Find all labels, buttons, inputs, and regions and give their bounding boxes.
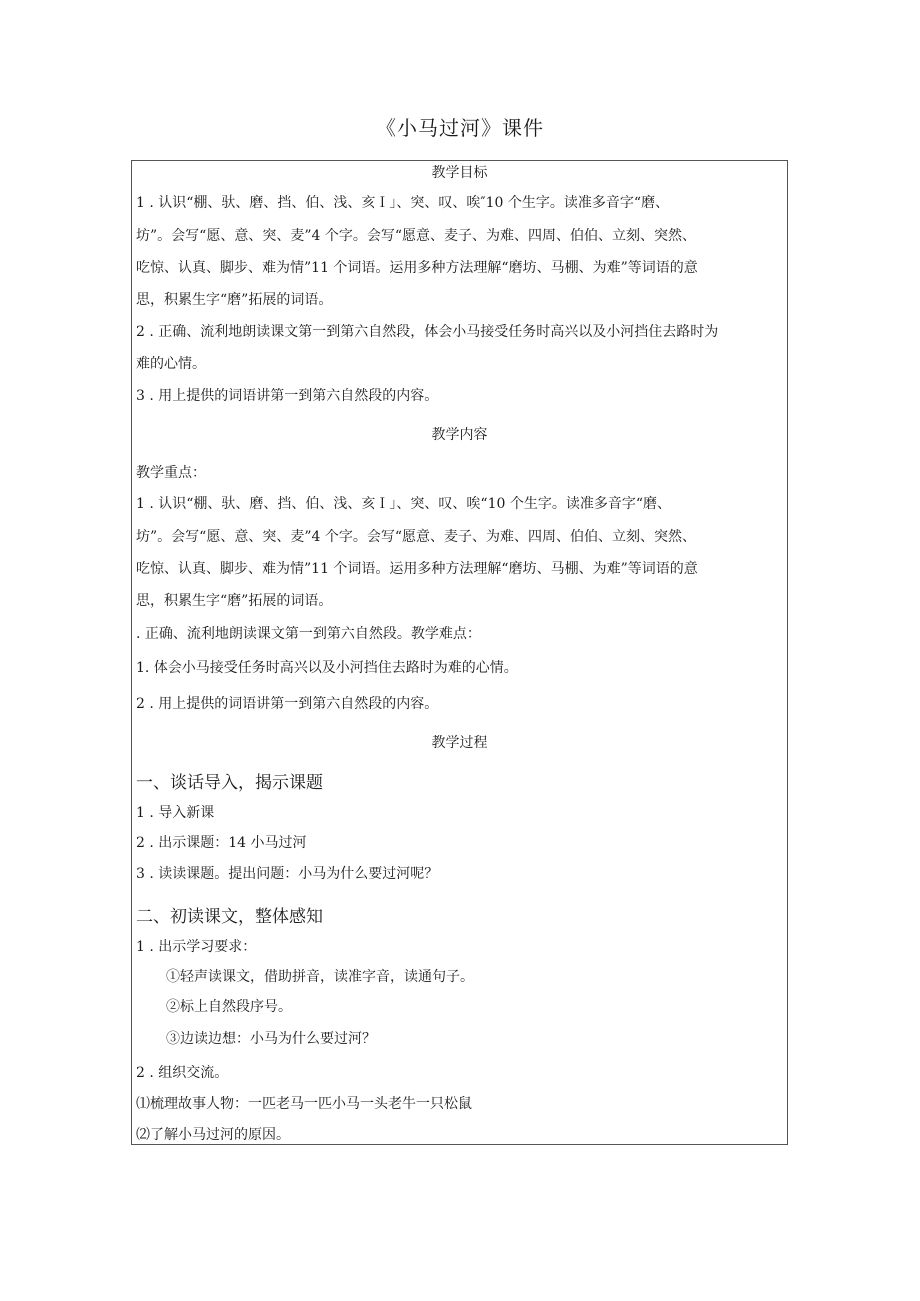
goals-line: 3 . 用上提供的词语讲第一到第六自然段的内容。 [136, 388, 439, 404]
goals-line: 2 . 正确、流利地朗读课文第一到第六自然段，体会小马接受任务时高兴以及小河挡住去路时为 [136, 324, 719, 340]
list-item: 3 . 读读课题。提出问题：小马为什么要过河呢？ [136, 866, 439, 882]
content-line: 教学重点： [136, 465, 206, 481]
process-heading: 教学过程 [431, 735, 488, 751]
content-line: 吃惊、认真、脚步、难为情”11 个词语。运用多种方法理解“磨坊、马棚、为难”等词语的意 [136, 561, 698, 577]
note-item: ⑴梳理故事人物：一匹老马一匹小马一头老牛一只松鼠 [136, 1096, 472, 1112]
section-title: 二、初读课文，整体感知 [136, 907, 323, 927]
sub-item: ②标上自然段序号。 [166, 999, 292, 1015]
content-line: 1 . 认识“棚、驮、磨、挡、伯、浅、亥Ｉ」、突、叹、唉“10 个生字。读准多音字“磨、 [136, 496, 671, 512]
goals-heading: 教学目标 [431, 165, 488, 181]
list-item: 1 . 导入新课 [136, 805, 215, 821]
goals-line: 1 . 认识“棚、驮、磨、挡、伯、浅、亥Ｉ」、突、叹、唉″10 个生字。读准多音字“磨、 [136, 195, 670, 211]
list-item: 2 . 组织交流。 [136, 1065, 229, 1081]
goals-line: 坊”。会写“愿、意、突、麦”4 个字。会写“愿意、麦子、为难、四周、伯伯、立刻、突然、 [136, 228, 696, 244]
document-title: 《小马过河》课件 [376, 116, 544, 140]
section-title: 一、谈话导入，揭示课题 [136, 773, 323, 793]
goals-line: 难的心情。 [136, 356, 206, 372]
content-heading: 教学内容 [431, 427, 488, 443]
content-line: 1. 体会小马接受任务时高兴以及小河挡住去路时为难的心情。 [136, 660, 518, 676]
note-item: ⑵了解小马过河的原因。 [136, 1127, 290, 1143]
list-item: 1 . 出示学习要求： [136, 939, 257, 955]
sub-item: ①轻声读课文，借助拼音，读准字音，读通句子。 [166, 969, 474, 985]
content-line: 2 . 用上提供的词语讲第一到第六自然段的内容。 [136, 696, 439, 712]
sub-item: ③边读边想：小马为什么要过河？ [166, 1031, 376, 1047]
goals-line: 思，积累生字“磨”拓展的词语。 [136, 292, 333, 308]
content-line: 坊”。会写“愿、意、突、麦”4 个字。会写“愿意、麦子、为难、四周、伯伯、立刻、突然、 [136, 529, 696, 545]
content-line: 思，积累生字“磨”拓展的词语。 [136, 593, 333, 609]
goals-line: 吃惊、认真、脚步、难为情”11 个词语。运用多种方法理解“磨坊、马棚、为难”等词语的意 [136, 260, 698, 276]
content-line: . 正确、流利地朗读课文第一到第六自然段。教学难点： [136, 626, 481, 642]
list-item: 2 . 出示课题：14 小马过河 [136, 835, 307, 851]
